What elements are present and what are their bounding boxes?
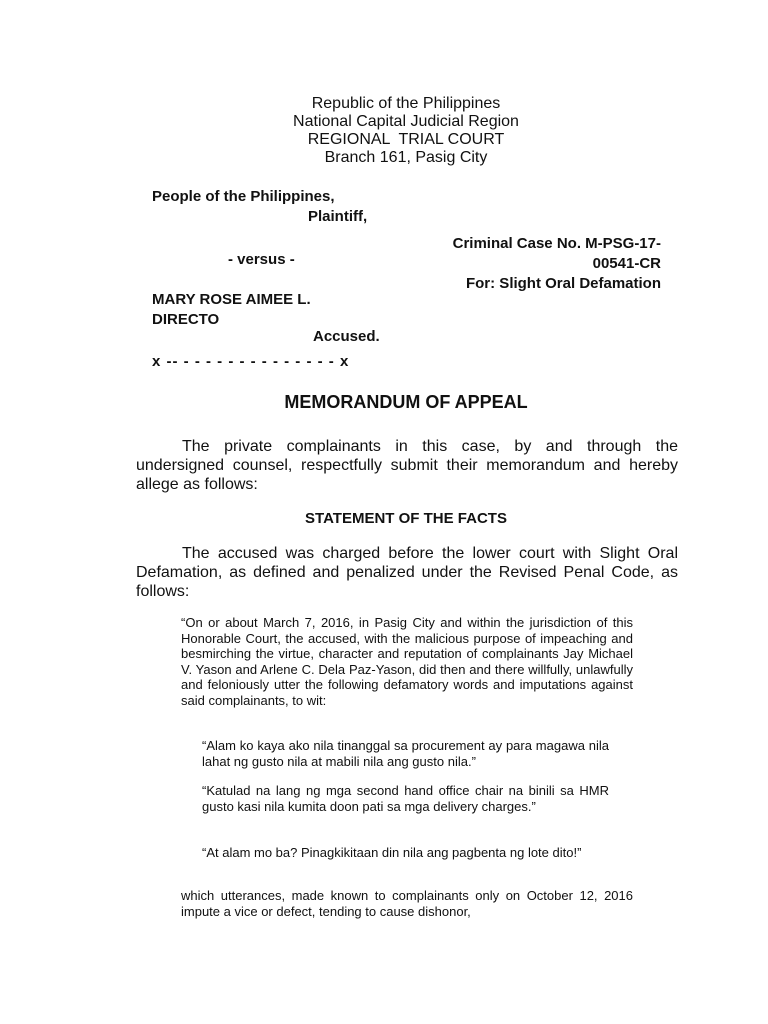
case-info	[408, 234, 661, 294]
information-quote: “On or about March 7, 2016, in Pasig City and within the jurisdiction of this Honorable Court, the accused, with the malicious purpose of impeaching and besmirching the virtue, character and reputation of complainants Jay Michael V. Yason and Arlene C. Dela Paz-Yason, did then and there willfully, unlawfully and feloniously utter the following defamatory words and imputations against said complainants, to wit:	[181, 615, 633, 708]
case-charge: For: Slight Oral Defamation	[465, 275, 661, 292]
versus-label: - versus -	[228, 251, 295, 268]
plaintiff-name: People of the Philippines,	[152, 188, 335, 205]
header-branch: Branch 161, Pasig City	[324, 149, 488, 166]
intro-paragraph: The private complainants in this case, by and through the undersigned counsel, respectfully submit their memorandum and hereby allege as follows:	[136, 438, 678, 493]
section-title: STATEMENT OF THE FACTS	[305, 510, 507, 527]
utterance-quote: “At alam mo ba? Pinagkikitaan din nila ang pagbenta ng lote dito!”	[202, 845, 582, 860]
continuation-paragraph: which utterances, made known to complainants only on October 12, 2016 impute a vice or defect, tending to cause dishonor,	[181, 888, 633, 919]
court-header	[0, 95, 768, 167]
header-republic: Republic of the Philippines	[311, 95, 501, 112]
document-title: MEMORANDUM OF APPEAL	[284, 392, 528, 412]
plaintiff-role: Plaintiff,	[308, 208, 368, 225]
header-region: National Capital Judicial Region	[293, 113, 519, 130]
utterance-quote: “Alam ko kaya ako nila tinanggal sa procurement ay para magawa nila lahat ng gusto nila at mabili nila ang gusto nila.”	[202, 738, 609, 769]
accused-name: MARY ROSE AIMEE L. DIRECTO	[152, 291, 311, 328]
header-court: REGIONAL TRIAL COURT	[307, 131, 505, 148]
utterance-quote: “Katulad na lang ng mga second hand office chair na binili sa HMR gusto kasi nila kumita doon pati sa mga delivery charges.”	[202, 783, 609, 814]
case-number: Criminal Case No. M-PSG-17-00541-CR	[452, 235, 661, 272]
caption-separator: x -- - - - - - - - - - - - - - - x	[152, 353, 350, 370]
facts-paragraph: The accused was charged before the lower court with Slight Oral Defamation, as defined and penalized under the Revised Penal Code, as follows:	[136, 545, 678, 600]
accused-role: Accused.	[313, 328, 380, 345]
